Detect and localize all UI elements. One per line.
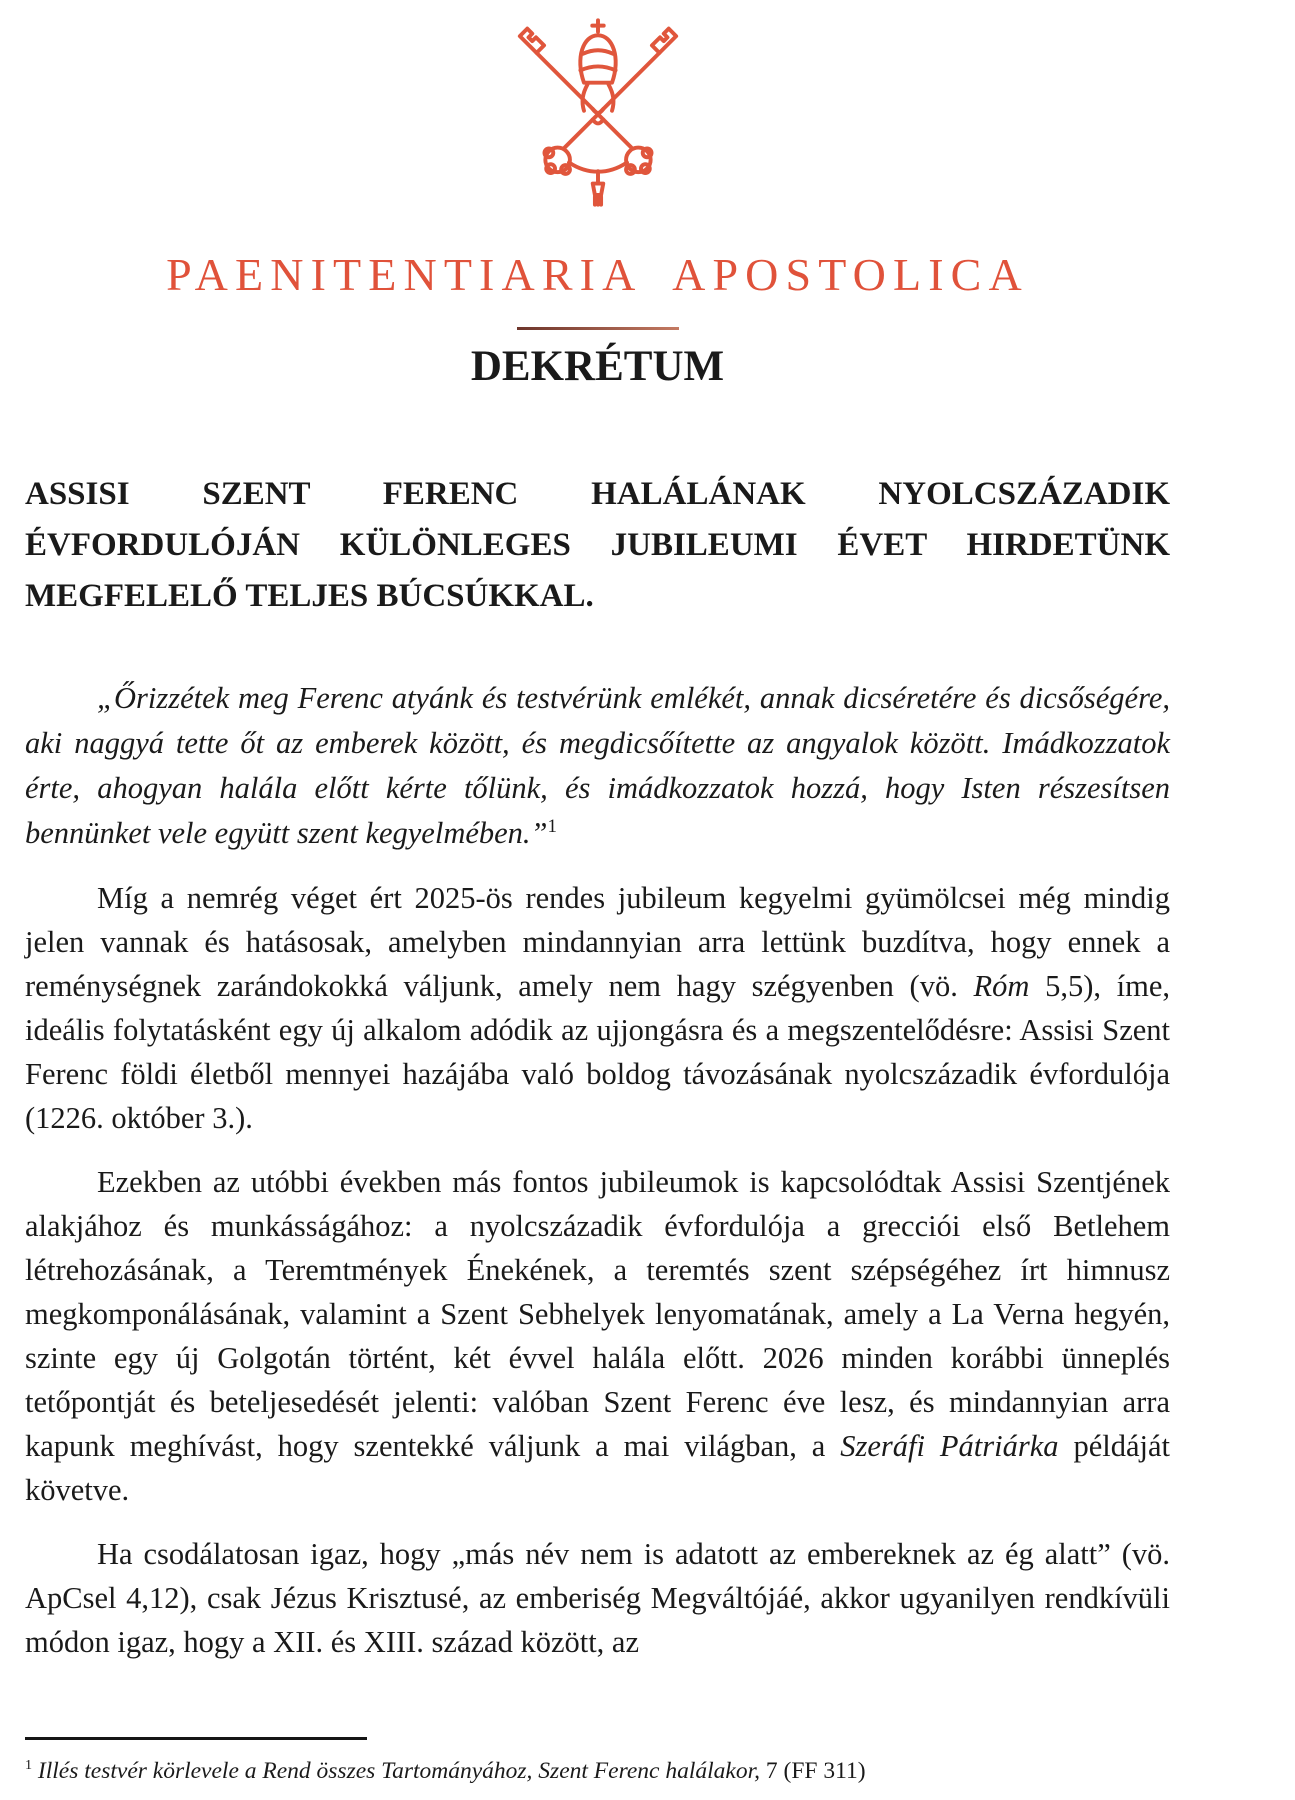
letterhead-title: PAENITENTIARIA APOSTOLICA xyxy=(166,249,1029,300)
proclamation-line: MEGFELELŐ TELJES BÚCSÚKKAL. xyxy=(25,578,594,614)
footnote-reference-marker: 1 xyxy=(547,815,557,837)
scripture-reference: Róm xyxy=(973,969,1030,1003)
document-title: DEKRÉTUM xyxy=(470,343,725,390)
footnote-marker: 1 xyxy=(25,1757,33,1774)
header-divider-rule xyxy=(517,327,679,330)
footnote-citation: Illés testvér körlevele a Rend összes Tartományához, Szent Ferenc halálakor, xyxy=(37,1758,760,1784)
papal-crossed-keys-tiara-icon xyxy=(510,16,686,216)
paragraph-text: Míg a nemrég véget ért 2025-ös rendes jubileum kegyelmi gyümölcsei még mindig jelen vannak és hatásosak, amelyben mindannyian arra lettünk buzdítva, hogy ennek a reménységnek zarándokokká váljunk, amely nem hagy szégyenben (vö. xyxy=(25,881,1170,1003)
footnote-reference: 7 (FF 311) xyxy=(760,1758,866,1784)
quote-text: „Őrizzétek meg Ferenc atyánk és testvérünk emlékét, annak dicséretére és dicsőségére, aki naggyá tette őt az emberek között, és megdicsőítette az angyalok között. Imádkozzatok érte, ahogyan halála előtt kérte tőlünk, és imádkozzatok hozzá, hogy Isten részesítsen bennünket vele együtt szent kegyelmében.” xyxy=(25,681,1170,850)
paragraph-text: 5,5), íme, ideális folytatásként egy új alkalom adódik az ujjongásra és a megszentelődésre: Assisi Szent Ferenc földi életből mennyei hazájába való boldog távozásának nyolcszázadik évfordulója (1226. október 3.). xyxy=(25,969,1170,1135)
proclamation-line: ÉVFORDULÓJÁN KÜLÖNLEGES JUBILEUMI ÉVET HIRDETÜNK xyxy=(25,527,1170,563)
body-paragraph-1 xyxy=(25,876,1170,1140)
body-paragraph-2 xyxy=(25,1160,1170,1512)
footnote-text xyxy=(25,1750,1170,1786)
footnote-area xyxy=(25,1737,1170,1786)
proclamation-line: ASSISI SZENT FERENC HALÁLÁNAK NYOLCSZÁZADIK xyxy=(25,476,1170,512)
document-content xyxy=(25,0,1170,1664)
papal-emblem xyxy=(25,0,1170,216)
paragraph-text: Ezekben az utóbbi években más fontos jubileumok is kapcsolódtak Assisi Szentjének alakjához és munkásságához: a nyolcszázadik évfordulója a grecciói első Betlehem létrehozásának, a Teremtmények Énekének, a teremtés szent szépségéhez írt himnusz megkomponálásának, valamint a Szent Sebhelyek lenyomatának, amely a La Verna hegyén, szinte egy új Golgotán történt, két évvel halála előtt. 2026 minden korábbi ünneplés tetőpontját és beteljesedését jelenti: valóban Szent Ferenc éve lesz, és mindannyian arra kapunk meghívást, hogy szentekké váljunk a mai világban, a xyxy=(25,1165,1170,1463)
proclamation-paragraph xyxy=(25,469,1170,622)
footnote-separator-rule xyxy=(25,1737,367,1740)
paragraph-text: példáját követve. xyxy=(25,1429,1170,1507)
body-paragraph-3: Ha csodálatosan igaz, hogy „más név nem is adatott az embereknek az ég alatt” (vö. ApCsel 4,12), csak Jézus Krisztusé, az emberiség Megváltójáé, akkor ugyanilyen rendkívüli módon igaz, hogy a XII. és XIII. század között, az xyxy=(25,1537,1170,1659)
emphasized-epithet: Szeráfi Pátriárka xyxy=(840,1429,1059,1463)
opening-quote-paragraph xyxy=(25,676,1170,856)
